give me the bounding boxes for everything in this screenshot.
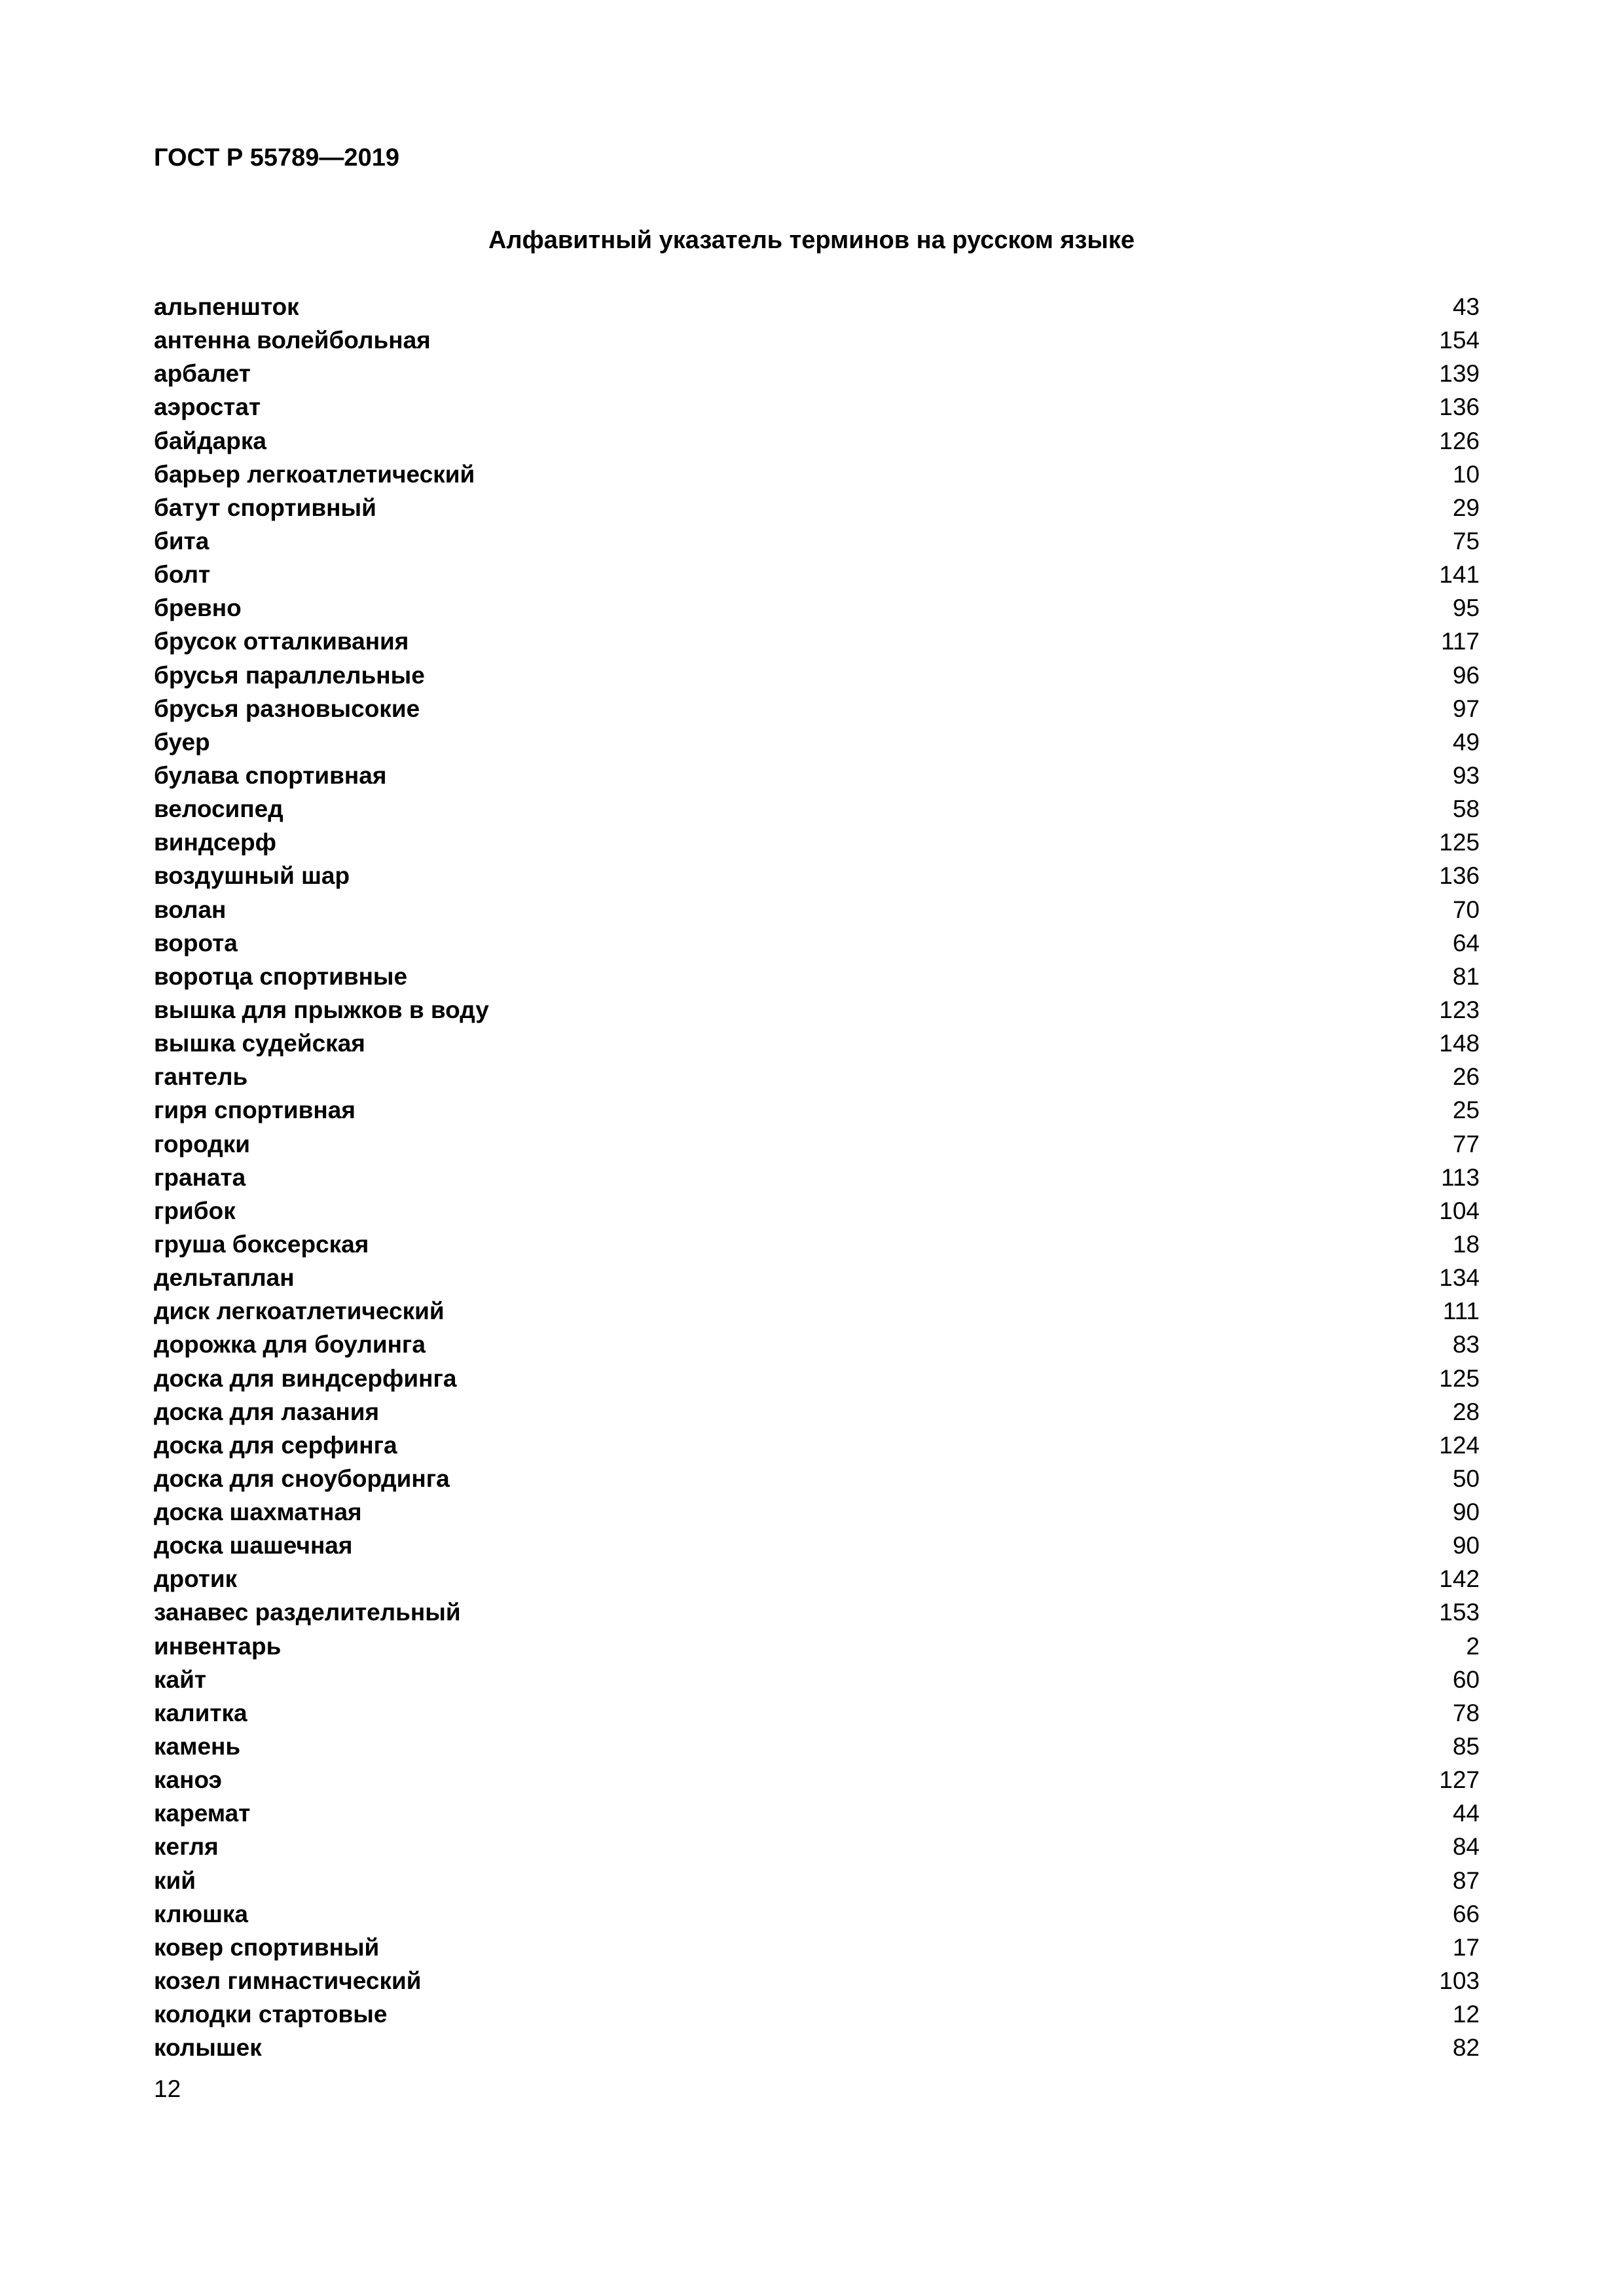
- term-row: [154, 524, 1480, 558]
- term-number: 95: [1452, 594, 1480, 622]
- term-index-list: [154, 290, 1480, 2064]
- term-number: 90: [1452, 1532, 1480, 1559]
- term-number: 124: [1439, 1431, 1480, 1459]
- term-name: каноэ: [154, 1766, 222, 1794]
- term-name: каремат: [154, 1800, 251, 1827]
- term-number: 50: [1452, 1465, 1480, 1492]
- term-row: [154, 1997, 1480, 2031]
- term-name: вышка для прыжков в воду: [154, 996, 489, 1023]
- term-number: 18: [1452, 1230, 1480, 1258]
- term-row: [154, 759, 1480, 792]
- term-number: 60: [1452, 1666, 1480, 1693]
- term-row: [154, 1830, 1480, 1863]
- term-number: 77: [1452, 1130, 1480, 1157]
- term-number: 58: [1452, 795, 1480, 823]
- term-number: 96: [1452, 661, 1480, 689]
- term-row: [154, 1228, 1480, 1261]
- term-number: 49: [1452, 728, 1480, 756]
- index-title: Алфавитный указатель терминов на русском языке: [488, 227, 1135, 254]
- term-row: [154, 1495, 1480, 1529]
- term-name: калитка: [154, 1699, 247, 1726]
- term-name: занавес разделительный: [154, 1599, 461, 1626]
- term-row: [154, 1529, 1480, 1562]
- term-number: 113: [1441, 1163, 1480, 1191]
- term-number: 29: [1452, 494, 1480, 521]
- term-name: доска шашечная: [154, 1532, 353, 1559]
- term-name: граната: [154, 1163, 246, 1191]
- page-number: 12: [154, 2075, 181, 2102]
- term-name: кайт: [154, 1666, 206, 1693]
- term-row: [154, 1562, 1480, 1595]
- term-name: байдарка: [154, 427, 266, 454]
- term-number: 87: [1452, 1867, 1480, 1894]
- term-name: колодки стартовые: [154, 2001, 388, 2028]
- term-number: 83: [1452, 1331, 1480, 1358]
- term-row: [154, 926, 1480, 960]
- term-number: 103: [1439, 1967, 1480, 1995]
- term-name: антенна волейбольная: [154, 327, 431, 354]
- term-number: 70: [1452, 896, 1480, 923]
- term-number: 10: [1452, 460, 1480, 488]
- term-row: [154, 792, 1480, 826]
- term-name: груша боксерская: [154, 1230, 369, 1258]
- term-name: камень: [154, 1733, 241, 1760]
- term-number: 84: [1452, 1833, 1480, 1861]
- term-number: 123: [1439, 996, 1480, 1023]
- term-row: [154, 558, 1480, 591]
- term-row: [154, 1630, 1480, 1663]
- term-name: альпеншток: [154, 293, 299, 320]
- term-row: [154, 1127, 1480, 1161]
- term-number: 139: [1439, 360, 1480, 388]
- term-number: 85: [1452, 1733, 1480, 1760]
- term-number: 64: [1452, 929, 1480, 957]
- term-row: [154, 357, 1480, 390]
- term-row: [154, 1261, 1480, 1294]
- term-name: кий: [154, 1867, 196, 1894]
- term-name: доска для серфинга: [154, 1431, 397, 1459]
- term-name: булава спортивная: [154, 761, 387, 789]
- term-name: доска для сноубординга: [154, 1465, 450, 1492]
- term-row: [154, 960, 1480, 993]
- term-name: грибок: [154, 1197, 236, 1224]
- term-name: диск легкоатлетический: [154, 1298, 445, 1325]
- term-name: бита: [154, 527, 210, 555]
- term-name: велосипед: [154, 795, 283, 823]
- term-row: [154, 826, 1480, 859]
- term-row: [154, 458, 1480, 491]
- term-number: 97: [1452, 695, 1480, 722]
- term-name: колышек: [154, 2034, 262, 2062]
- term-number: 136: [1439, 862, 1480, 890]
- term-row: [154, 1328, 1480, 1361]
- term-name: бревно: [154, 594, 242, 622]
- term-row: [154, 1362, 1480, 1395]
- term-name: козел гимнастический: [154, 1967, 422, 1995]
- term-name: виндсерф: [154, 829, 276, 856]
- term-number: 125: [1439, 829, 1480, 856]
- term-row: [154, 1093, 1480, 1127]
- term-number: 142: [1439, 1565, 1480, 1593]
- term-name: брусок отталкивания: [154, 628, 409, 655]
- term-name: волан: [154, 896, 227, 923]
- term-number: 44: [1452, 1800, 1480, 1827]
- term-name: ворота: [154, 929, 238, 957]
- term-name: ковер спортивный: [154, 1933, 380, 1961]
- term-name: аэростат: [154, 393, 261, 421]
- term-row: [154, 1595, 1480, 1629]
- term-row: [154, 1663, 1480, 1696]
- term-number: 127: [1439, 1766, 1480, 1794]
- term-row: [154, 1864, 1480, 1897]
- term-name: кегля: [154, 1833, 219, 1861]
- term-name: буер: [154, 728, 210, 756]
- term-row: [154, 1931, 1480, 1964]
- term-name: городки: [154, 1130, 250, 1157]
- term-number: 17: [1452, 1933, 1480, 1961]
- term-name: доска для лазания: [154, 1398, 380, 1425]
- term-row: [154, 1763, 1480, 1796]
- term-row: [154, 859, 1480, 892]
- term-name: инвентарь: [154, 1632, 282, 1660]
- term-number: 117: [1441, 628, 1480, 655]
- term-name: арбалет: [154, 360, 251, 388]
- term-number: 126: [1439, 427, 1480, 454]
- term-number: 2: [1466, 1632, 1480, 1660]
- term-name: гантель: [154, 1063, 248, 1091]
- term-row: [154, 1696, 1480, 1730]
- term-number: 111: [1442, 1298, 1480, 1325]
- term-row: [154, 1294, 1480, 1328]
- term-number: 82: [1452, 2034, 1480, 2062]
- term-row: [154, 725, 1480, 759]
- term-row: [154, 390, 1480, 424]
- term-number: 153: [1439, 1599, 1480, 1626]
- term-row: [154, 1027, 1480, 1060]
- term-number: 78: [1452, 1699, 1480, 1726]
- term-row: [154, 1395, 1480, 1429]
- term-number: 28: [1452, 1398, 1480, 1425]
- term-name: доска шахматная: [154, 1499, 362, 1526]
- term-row: [154, 591, 1480, 625]
- term-number: 66: [1452, 1900, 1480, 1927]
- term-row: [154, 290, 1480, 323]
- term-name: дорожка для боулинга: [154, 1331, 426, 1358]
- term-name: вышка судейская: [154, 1030, 365, 1057]
- term-row: [154, 323, 1480, 357]
- document-header: ГОСТ Р 55789—2019: [154, 144, 399, 172]
- term-row: [154, 424, 1480, 458]
- term-row: [154, 1796, 1480, 1830]
- term-name: дротик: [154, 1565, 238, 1593]
- term-row: [154, 1897, 1480, 1931]
- term-row: [154, 1429, 1480, 1462]
- term-number: 25: [1452, 1097, 1480, 1124]
- term-name: дельтаплан: [154, 1264, 295, 1292]
- term-name: батут спортивный: [154, 494, 376, 521]
- term-row: [154, 1161, 1480, 1194]
- term-number: 154: [1439, 327, 1480, 354]
- term-name: брусья разновысокие: [154, 695, 420, 722]
- term-number: 104: [1439, 1197, 1480, 1224]
- term-number: 134: [1439, 1264, 1480, 1292]
- term-name: гиря спортивная: [154, 1097, 356, 1124]
- term-row: [154, 1194, 1480, 1228]
- term-number: 12: [1452, 2001, 1480, 2028]
- term-name: брусья параллельные: [154, 661, 425, 689]
- term-name: воротца спортивные: [154, 962, 408, 990]
- term-number: 43: [1452, 293, 1480, 320]
- term-row: [154, 893, 1480, 926]
- term-name: барьер легкоатлетический: [154, 460, 475, 488]
- term-row: [154, 625, 1480, 658]
- term-number: 125: [1439, 1364, 1480, 1392]
- term-number: 26: [1452, 1063, 1480, 1091]
- term-row: [154, 692, 1480, 725]
- term-number: 75: [1452, 527, 1480, 555]
- term-name: болт: [154, 561, 211, 589]
- term-number: 136: [1439, 393, 1480, 421]
- term-row: [154, 2031, 1480, 2064]
- term-name: доска для виндсерфинга: [154, 1364, 457, 1392]
- term-number: 93: [1452, 761, 1480, 789]
- term-row: [154, 1462, 1480, 1495]
- term-row: [154, 659, 1480, 692]
- term-number: 148: [1439, 1030, 1480, 1057]
- term-row: [154, 1964, 1480, 1997]
- term-row: [154, 1060, 1480, 1093]
- term-number: 90: [1452, 1499, 1480, 1526]
- term-row: [154, 1730, 1480, 1763]
- term-number: 81: [1452, 962, 1480, 990]
- term-name: клюшка: [154, 1900, 249, 1927]
- term-row: [154, 993, 1480, 1027]
- term-row: [154, 491, 1480, 524]
- term-name: воздушный шар: [154, 862, 350, 890]
- term-number: 141: [1439, 561, 1480, 589]
